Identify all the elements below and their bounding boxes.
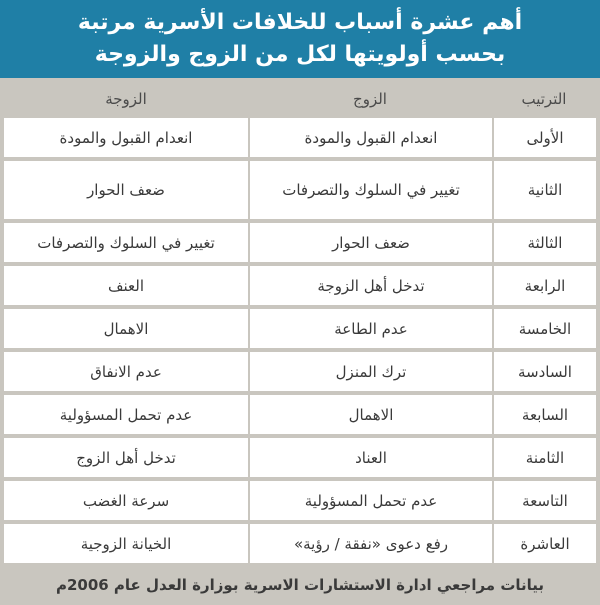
husband-cell: ضعف الحوار: [248, 223, 492, 262]
table-row: [4, 161, 596, 219]
wife-cell: انعدام القبول والمودة: [4, 118, 248, 157]
title-line-1: أهم عشرة أسباب للخلافات الأسرية مرتبة: [77, 10, 523, 35]
wife-cell: تغيير في السلوك والتصرفات: [4, 223, 248, 262]
husband-cell: عدم تحمل المسؤولية: [248, 481, 492, 520]
rank-cell: الثالثة: [492, 223, 596, 262]
table-header-row: [4, 84, 596, 114]
wife-cell: العنف: [4, 266, 248, 305]
title-bar: [0, 0, 600, 78]
header-wife: الزوجة: [4, 84, 248, 114]
rank-cell: السابعة: [492, 395, 596, 434]
table-row: [4, 395, 596, 434]
header-rank: الترتيب: [492, 84, 596, 114]
rank-cell: الثامنة: [492, 438, 596, 477]
wife-cell: الخيانة الزوجية: [4, 524, 248, 563]
wife-cell: عدم تحمل المسؤولية: [4, 395, 248, 434]
husband-cell: رفع دعوى «نفقة / رؤية»: [248, 524, 492, 563]
title-line-2: بحسب أولويتها لكل من الزوج والزوجة: [94, 42, 506, 67]
source-footer: بيانات مراجعي ادارة الاستشارات الاسرية بوزارة العدل عام 2006م: [0, 565, 600, 605]
header-husband: الزوج: [248, 84, 492, 114]
table-row: [4, 481, 596, 520]
wife-cell: عدم الانفاق: [4, 352, 248, 391]
rank-cell: العاشرة: [492, 524, 596, 563]
husband-cell: تغيير في السلوك والتصرفات: [248, 161, 492, 219]
wife-cell: ضعف الحوار: [4, 161, 248, 219]
husband-cell: تدخل أهل الزوجة: [248, 266, 492, 305]
rank-cell: الخامسة: [492, 309, 596, 348]
husband-cell: الاهمال: [248, 395, 492, 434]
wife-cell: الاهمال: [4, 309, 248, 348]
table-row: [4, 524, 596, 563]
rank-cell: التاسعة: [492, 481, 596, 520]
table-row: [4, 223, 596, 262]
husband-cell: عدم الطاعة: [248, 309, 492, 348]
table-row: [4, 309, 596, 348]
table-row: [4, 118, 596, 157]
husband-cell: انعدام القبول والمودة: [248, 118, 492, 157]
table-row: [4, 266, 596, 305]
rank-cell: الأولى: [492, 118, 596, 157]
table-row: [4, 438, 596, 477]
wife-cell: سرعة الغضب: [4, 481, 248, 520]
wife-cell: تدخل أهل الزوج: [4, 438, 248, 477]
table-row: [4, 352, 596, 391]
rank-cell: الرابعة: [492, 266, 596, 305]
rank-cell: السادسة: [492, 352, 596, 391]
husband-cell: ترك المنزل: [248, 352, 492, 391]
rank-cell: الثانية: [492, 161, 596, 219]
causes-table: [4, 80, 596, 567]
husband-cell: العناد: [248, 438, 492, 477]
